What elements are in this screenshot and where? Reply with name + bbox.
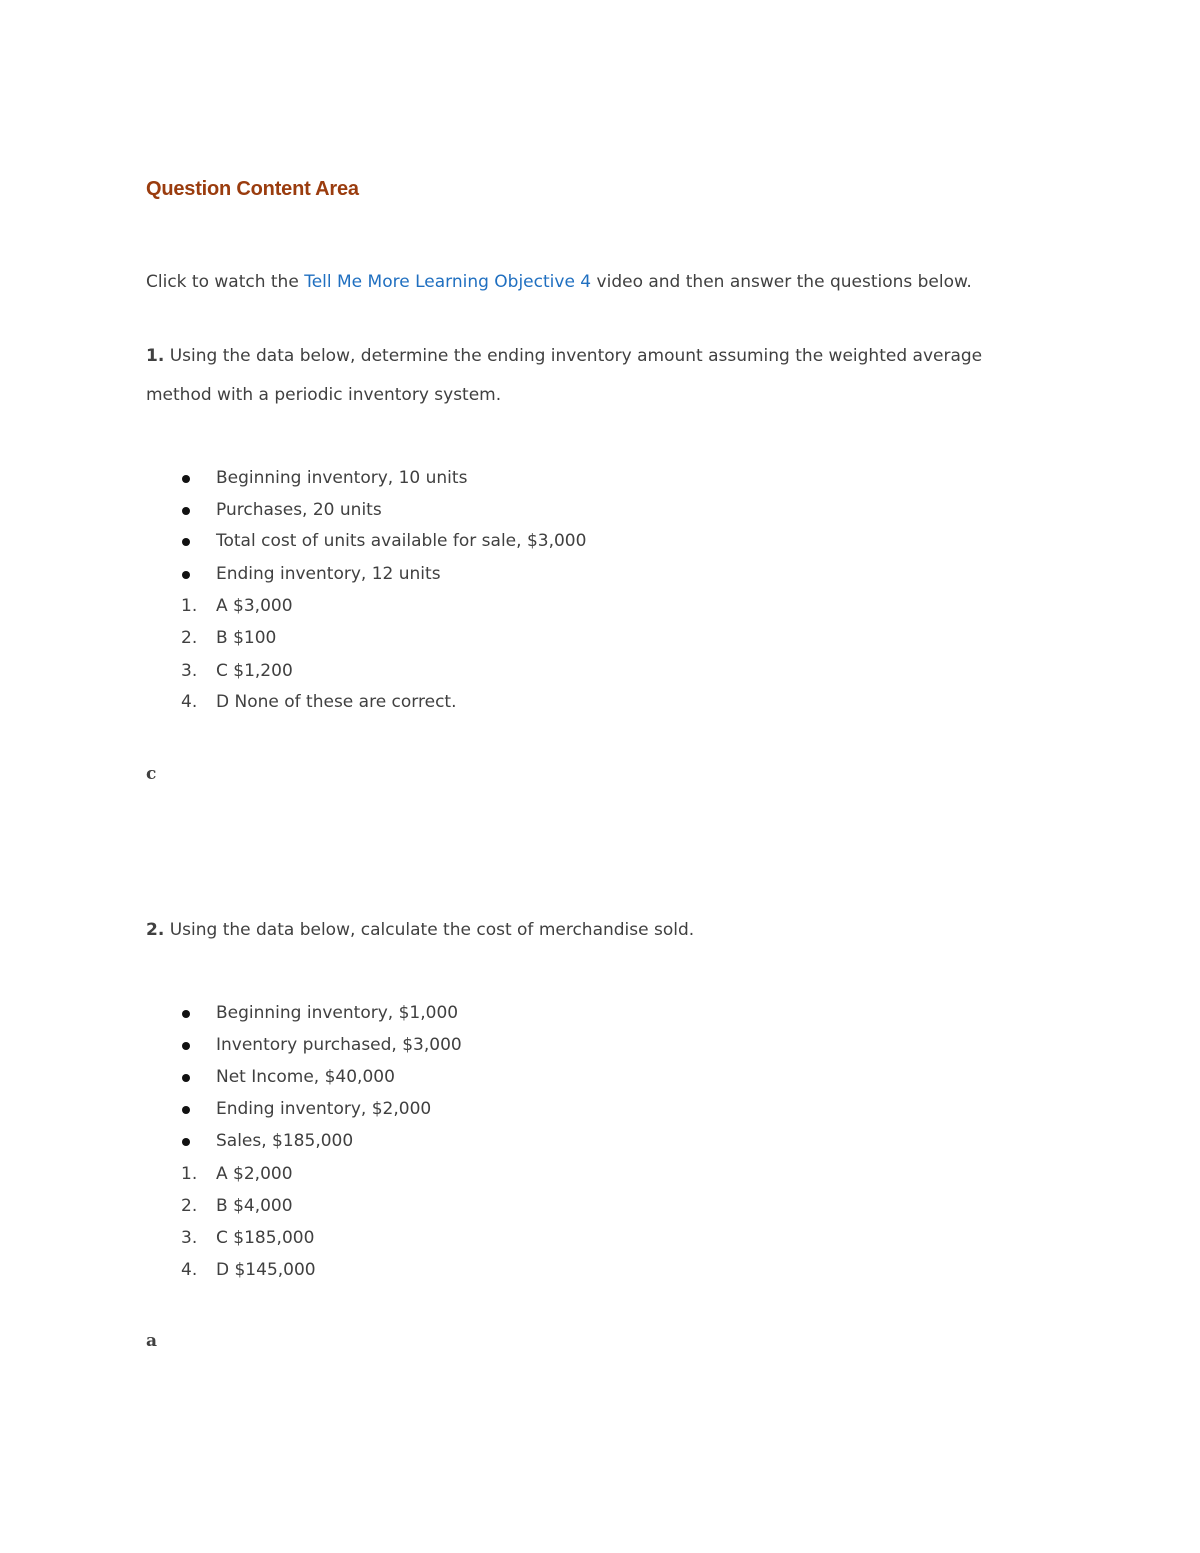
option-number: 1. <box>181 1164 198 1184</box>
bullet-icon <box>182 507 190 515</box>
question-2-prompt <box>146 920 694 940</box>
bullet-text: Ending inventory, 12 units <box>216 564 441 584</box>
question-2-answer: a <box>146 1331 158 1351</box>
option-number: 1. <box>181 596 198 616</box>
bullet-text: Ending inventory, $2,000 <box>216 1099 432 1119</box>
page-title: Question Content Area <box>146 178 359 200</box>
bullet-text: Beginning inventory, $1,000 <box>216 1003 459 1023</box>
option-text: A $2,000 <box>216 1164 293 1184</box>
option-number: 3. <box>181 1228 198 1248</box>
option-text: D None of these are correct. <box>216 692 457 712</box>
bullet-icon <box>182 1010 190 1018</box>
question-2-text: Using the data below, calculate the cost of merchandise sold. <box>169 920 695 940</box>
bullet-icon <box>182 1042 190 1050</box>
bullet-text: Net Income, $40,000 <box>216 1067 395 1087</box>
bullet-icon <box>182 1138 190 1146</box>
bullet-text: Inventory purchased, $3,000 <box>216 1035 462 1055</box>
question-1-answer: c <box>146 764 157 784</box>
option-text: C $185,000 <box>216 1228 315 1248</box>
bullet-text: Beginning inventory, 10 units <box>216 468 468 488</box>
bullet-text: Purchases, 20 units <box>216 500 382 520</box>
intro-text <box>146 272 972 292</box>
question-1-number: 1. <box>146 346 165 366</box>
option-number: 2. <box>181 1196 198 1216</box>
question-1-line1: Using the data below, determine the ending inventory amount assuming the weighted average <box>169 346 983 366</box>
option-text: B $4,000 <box>216 1196 293 1216</box>
option-number: 4. <box>181 692 198 712</box>
bullet-text: Sales, $185,000 <box>216 1131 354 1151</box>
bullet-icon <box>182 571 190 579</box>
intro-after: video and then answer the questions below. <box>591 272 972 292</box>
bullet-icon <box>182 1106 190 1114</box>
intro-before: Click to watch the <box>146 272 305 292</box>
bullet-icon <box>182 475 190 483</box>
bullet-text: Total cost of units available for sale, $3,000 <box>216 531 587 551</box>
question-1-line2: method with a periodic inventory system. <box>146 385 502 405</box>
option-number: 2. <box>181 628 198 648</box>
option-number: 3. <box>181 661 198 681</box>
option-number: 4. <box>181 1260 198 1280</box>
question-1-prompt <box>146 346 982 366</box>
option-text: B $100 <box>216 628 277 648</box>
question-2-number: 2. <box>146 920 165 940</box>
bullet-icon <box>182 1074 190 1082</box>
option-text: D $145,000 <box>216 1260 316 1280</box>
option-text: A $3,000 <box>216 596 293 616</box>
video-link[interactable]: Tell Me More Learning Objective 4 <box>304 272 592 292</box>
option-text: C $1,200 <box>216 661 293 681</box>
bullet-icon <box>182 538 190 546</box>
